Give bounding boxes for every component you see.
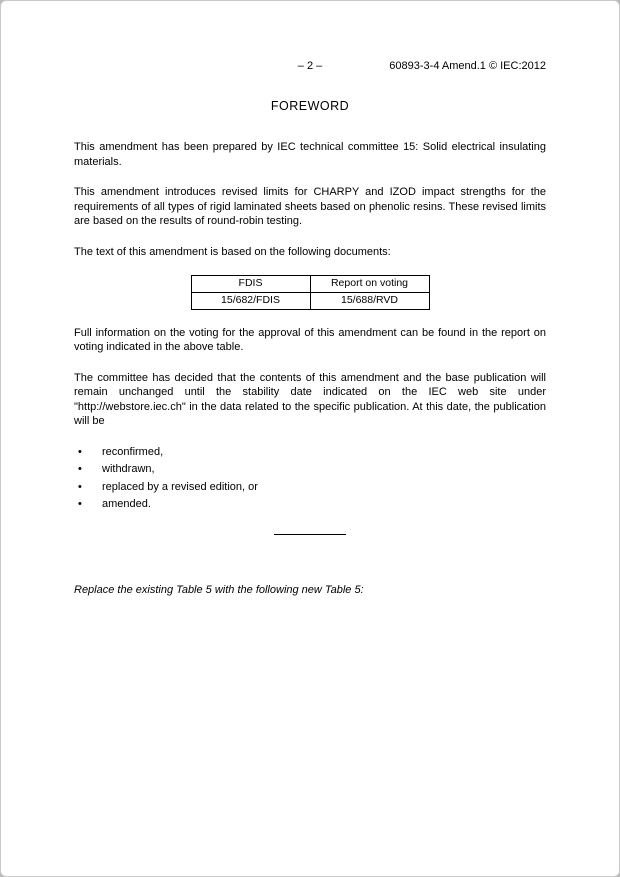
voting-table-cell-report: 15/688/RVD <box>310 292 429 309</box>
section-divider <box>274 534 346 535</box>
voting-table-wrapper <box>74 275 546 310</box>
paragraph-stability-date: The committee has decided that the contents of this amendment and the base publication will remain unchanged until the stability date indicated on the IEC web site under "http://webstore.iec.ch" in the data related to the specific publication. At this date, the publication will be <box>74 371 546 428</box>
document-reference: 60893-3-4 Amend.1 © IEC:2012 <box>389 60 546 72</box>
list-item: • reconfirmed, <box>76 445 546 460</box>
paragraph-revised-limits: This amendment introduces revised limits for CHARPY and IZOD impact strengths for the requirements of all types of rigid laminated sheets based on phenolic resins. These revised limits are based on the results of round-robin testing. <box>74 186 546 228</box>
foreword-title: FOREWORD <box>270 98 350 113</box>
page-number: – 2 – <box>297 60 323 72</box>
voting-table-data-row <box>191 292 429 309</box>
publication-options-list <box>76 445 546 512</box>
voting-table <box>191 275 430 310</box>
paragraph-full-information: Full information on the voting for the approval of this amendment can be found in the report on voting indicated in the above table. <box>74 326 546 354</box>
paragraph-committee: This amendment has been prepared by IEC technical committee 15: Solid electrical insulating materials. <box>74 141 546 168</box>
voting-table-header-fdis: FDIS <box>191 276 310 293</box>
list-item: • withdrawn, <box>76 462 546 477</box>
page-content <box>1 1 619 598</box>
voting-table-header-row <box>191 276 429 293</box>
voting-table-header-report: Report on voting <box>310 276 429 293</box>
paragraph-documents-intro: The text of this amendment is based on the following documents: <box>74 245 391 258</box>
list-item: • amended. <box>76 497 546 512</box>
voting-table-cell-fdis: 15/682/FDIS <box>191 292 310 309</box>
list-item: • replaced by a revised edition, or <box>76 480 546 495</box>
page-header <box>74 59 546 74</box>
replace-table-instruction: Replace the existing Table 5 with the following new Table 5: <box>74 583 364 596</box>
